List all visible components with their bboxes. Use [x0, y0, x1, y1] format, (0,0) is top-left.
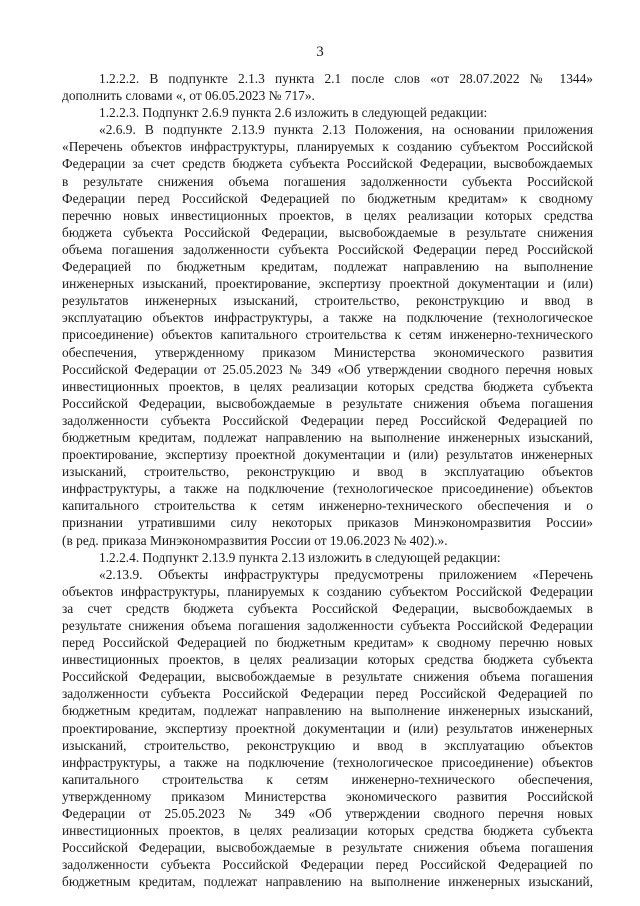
text-line: присоединение) объектов капитального строительства к сетям инженерно-технического — [62, 327, 593, 343]
text-line: эксплуатацию объектов инфраструктуры, а также на подключение (технологическое — [62, 310, 593, 326]
text-line: Федерации за счет средств бюджета субъекта Российской Федерации, высвобождаемых — [62, 156, 593, 172]
text-line: 1.2.2.3. Подпункт 2.6.9 пункта 2.6 изложить в следующей редакции: — [99, 105, 488, 121]
text-line: капитального строительства к сетям инженерно-технического обеспечения и о — [62, 498, 593, 514]
text-line: инженерных изысканий, проектирование, экспертизу проектной документации и (или) — [62, 276, 593, 292]
text-line: утвержденному приказом Министерства экономического развития Российской — [62, 788, 593, 804]
text-line: 1.2.2.4. Подпункт 2.13.9 пункта 2.13 изложить в следующей редакции: — [99, 549, 501, 565]
text-line: инфраструктуры, а также на подключение (технологическое присоединение) объектов — [62, 481, 593, 497]
text-line: объема погашения задолженности субъекта Российской Федерации перед Российской — [62, 241, 593, 257]
text-line: изысканий, строительство, реконструкцию и ввод в эксплуатацию объектов — [62, 464, 593, 480]
text-line: обеспечения, утвержденному приказом Министерства экономического развития — [62, 344, 593, 360]
text-line: дополнить словами «, от 06.05.2023 № 717». — [62, 88, 315, 104]
text-line: бюджетным кредитам, подлежат направлению на выполнение инженерных изысканий, — [62, 874, 593, 890]
text-line: Российской Федерации, высвобождаемые в результате снижения объема погашения — [62, 840, 593, 856]
text-line: бюджетным кредитам, подлежат направлению на выполнение инженерных изысканий, — [62, 703, 593, 719]
text-line: объектов инфраструктуры, планируемых к созданию субъектом Российской Федерации — [62, 583, 593, 599]
text-line: Федерации от 25.05.2023 № 349 «Об утверждении сводного перечня новых — [62, 806, 593, 822]
text-line: результате снижения объема погашения задолженности субъекта Российской Федерации — [62, 618, 593, 633]
text-line: капитального строительства к сетям инженерно-технического обеспечения, — [62, 771, 593, 787]
text-line: задолженности субъекта Российской Федерации перед Российской Федерацией по — [62, 686, 593, 702]
text-line: инвестиционных проектов, в целях реализации которых средства бюджета субъекта — [62, 823, 593, 839]
text-line: «Перечень объектов инфраструктуры, планируемых к созданию субъектом Российской — [62, 139, 593, 155]
text-line: Российской Федерации, высвобождаемые в результате снижения объема погашения — [62, 669, 593, 685]
document-body — [62, 70, 593, 891]
text-line: признании утратившими силу некоторых приказов Минэкономразвития России» — [62, 515, 593, 531]
text-line: бюджетным кредитам, подлежат направлению на выполнение инженерных изысканий, — [62, 429, 593, 445]
text-line: изысканий, строительство, реконструкцию и ввод в эксплуатацию объектов — [62, 737, 593, 753]
text-line: «2.6.9. В подпункте 2.13.9 пункта 2.13 Положения, на основании приложения — [99, 122, 593, 138]
text-line: Федерацией по бюджетным кредитам, подлежат направлению на выполнение — [62, 259, 593, 275]
text-line: за счет средств бюджета субъекта Российской Федерации, высвобождаемых в — [62, 600, 593, 616]
text-line: (в ред. приказа Минэкономразвития России от 19.06.2023 № 402).». — [62, 532, 448, 548]
page-number: 3 — [316, 44, 324, 60]
text-line: инфраструктуры, а также на подключение (технологическое присоединение) объектов — [62, 754, 593, 770]
text-line: инвестиционных проектов, в целях реализации которых средства бюджета субъекта — [62, 378, 593, 394]
text-line: перед Российской Федерацией по бюджетным кредитам» к сводному перечню новых — [62, 635, 593, 651]
text-line: перечню новых инвестиционных проектов, в целях реализации которых средства — [62, 207, 593, 223]
text-line: результатов инженерных изысканий, строительство, реконструкцию и ввод в — [62, 293, 593, 309]
text-line: задолженности субъекта Российской Федерации перед Российской Федерацией по — [62, 857, 593, 873]
text-line: бюджета субъекта Российской Федерации, высвобождаемые в результате снижения — [62, 224, 593, 240]
text-line: Российской Федерации, высвобождаемые в результате снижения объема погашения — [62, 395, 593, 411]
text-line: задолженности субъекта Российской Федерации перед Российской Федерацией по — [62, 412, 593, 428]
text-line: 1.2.2.2. В подпункте 2.1.3 пункта 2.1 после слов «от 28.07.2022 № 1344» — [99, 71, 593, 86]
text-line: проектирование, экспертизу проектной документации и (или) результатов инженерных — [62, 720, 593, 736]
text-line: инвестиционных проектов, в целях реализации которых средства бюджета субъекта — [62, 652, 593, 668]
text-line: проектирование, экспертизу проектной документации и (или) результатов инженерных — [62, 447, 593, 463]
text-line: Российской Федерации от 25.05.2023 № 349 «Об утверждении сводного перечня новых — [62, 361, 593, 377]
text-line: «2.13.9. Объекты инфраструктуры предусмотрены приложением «Перечень — [99, 566, 593, 582]
text-line: Федерации перед Российской Федерацией по бюджетным кредитам» к сводному — [62, 190, 593, 206]
text-line: в результате снижения объема погашения задолженности субъекта Российской — [62, 173, 593, 189]
